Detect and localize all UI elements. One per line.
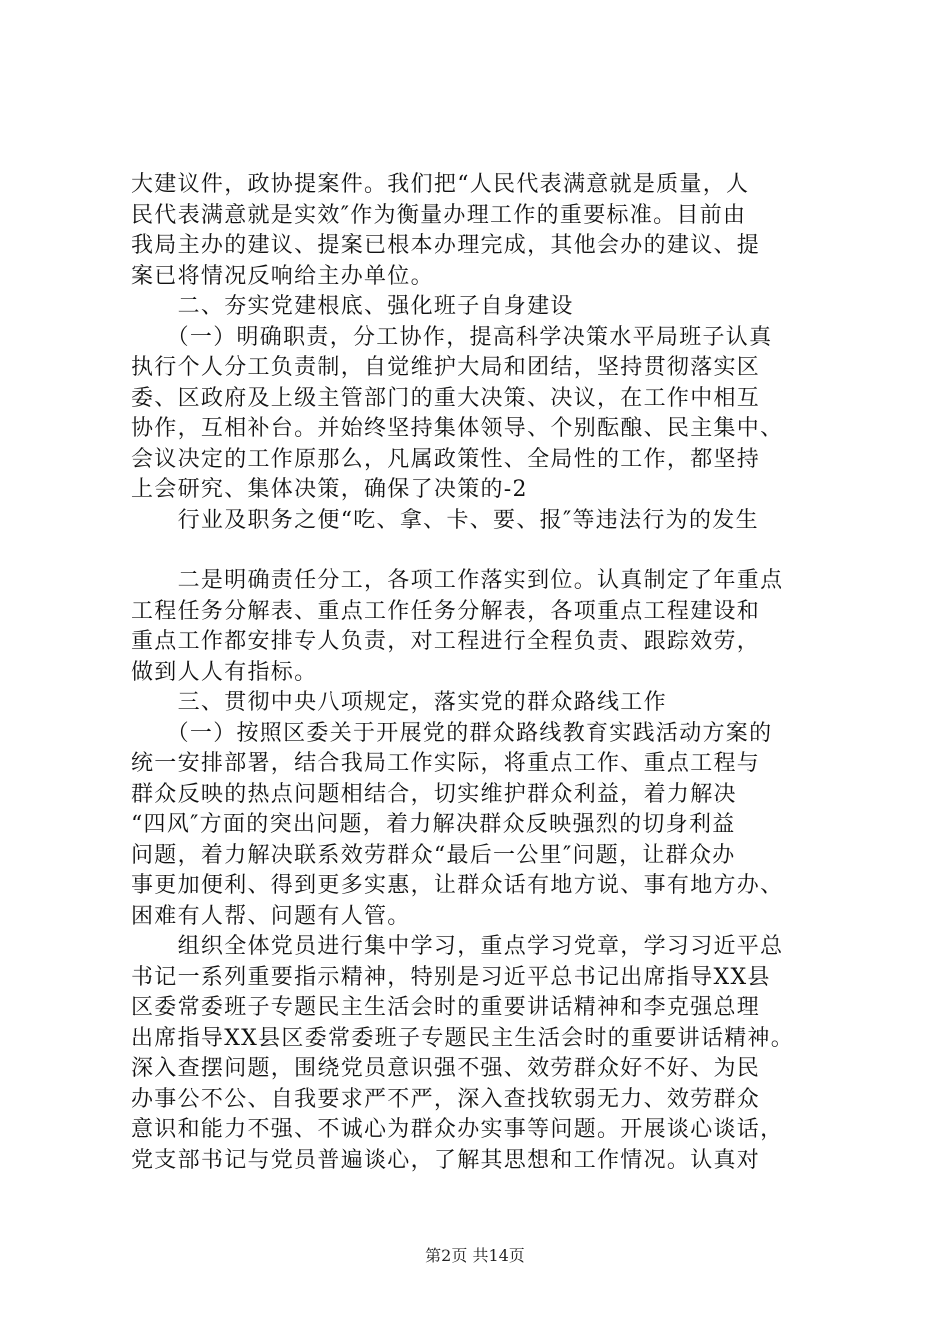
text-line: 我局主办的建议、提案已根本办理完成，其他会办的建议、提 <box>131 233 761 258</box>
text-line: 上会研究、集体决策，确保了决策的-2 <box>131 477 528 502</box>
text-line: 会议决定的工作原那么，凡属政策性、全局性的工作，都坚持 <box>131 446 761 472</box>
text-line: 困难有人帮、问题有人管。 <box>131 903 411 929</box>
section-heading: 二、夯实党建根底、强化班子自身建设 <box>131 294 574 319</box>
text-line: 出席指导XX县区委常委班子专题民主生活会时的重要讲话精神。 <box>131 1025 795 1051</box>
text-line: 案已将情况反响给主办单位。 <box>131 263 434 289</box>
text-line: 民代表满意就是实效″作为衡量办理工作的重要标准。目前由 <box>131 202 747 228</box>
text-line: 组织全体党员进行集中学习，重点学习党章，学习习近平总 <box>131 934 784 959</box>
text-line: 意识和能力不强、不诚心为群众办实事等问题。开展谈心谈话， <box>131 1117 784 1142</box>
text-line: 群众反映的热点问题相结合，切实维护群众利益，着力解决 <box>131 781 737 807</box>
text-line: 事更加便利、得到更多实惠，让群众话有地方说、事有地方办、 <box>131 873 784 898</box>
section-heading: 三、贯彻中央八项规定，落实党的群众路线工作 <box>131 690 667 715</box>
text-line: 执行个人分工负责制，自觉维护大局和团结，坚持贯彻落实区 <box>131 355 761 380</box>
text-line: 深入查摆问题，围绕党员意识强不强、效劳群众好不好、为民 <box>131 1056 761 1081</box>
text-line: 区委常委班子专题民主生活会时的重要讲话精神和李克强总理 <box>131 995 761 1020</box>
text-line: 办事公不公、自我要求严不严，深入查找软弱无力、效劳群众 <box>131 1086 761 1112</box>
text-line: 大建议件，政协提案件。我们把“人民代表满意就是质量，人 <box>131 172 750 197</box>
text-line: 重点工作都安排专人负责，对工程进行全程负责、跟踪效劳， <box>131 629 761 654</box>
text-line: 统一安排部署，结合我局工作实际，将重点工作、重点工程与 <box>131 751 761 776</box>
text-line: 二是明确责任分工，各项工作落实到位。认真制定了年重点 <box>131 568 784 593</box>
text-line: 协作，互相补台。并始终坚持集体领导、个别酝酿、民主集中、 <box>131 416 784 441</box>
text-line: 党支部书记与党员普遍谈心，了解其思想和工作情况。认真对 <box>131 1147 761 1173</box>
text-line: 做到人人有指标。 <box>131 659 318 685</box>
text-line: “四风″方面的突出问题，着力解决群众反映强烈的切身利益 <box>131 812 736 837</box>
paragraph-gap <box>131 536 831 566</box>
text-line: （一）明确职责，分工协作，提高科学决策水平局班子认真 <box>131 324 773 350</box>
text-line: 书记一系列重要指示精神，特别是习近平总书记出席指导XX县 <box>131 964 771 990</box>
text-line: 委、区政府及上级主管部门的重大决策、决议，在工作中相互 <box>131 385 761 411</box>
text-line: 问题，着力解决联系效劳群众“最后一公里″问题，让群众办 <box>131 842 736 868</box>
document-body <box>131 170 831 1176</box>
page-number-footer: 第2页 共14页 <box>425 1246 525 1265</box>
text-line: 行业及职务之便“吃、拿、卡、要、报″等违法行为的发生 <box>131 507 759 533</box>
text-line: （一）按照区委关于开展党的群众路线教育实践活动方案的 <box>131 720 773 746</box>
text-line: 工程任务分解表、重点工作任务分解表，各项重点工程建设和 <box>131 598 761 624</box>
